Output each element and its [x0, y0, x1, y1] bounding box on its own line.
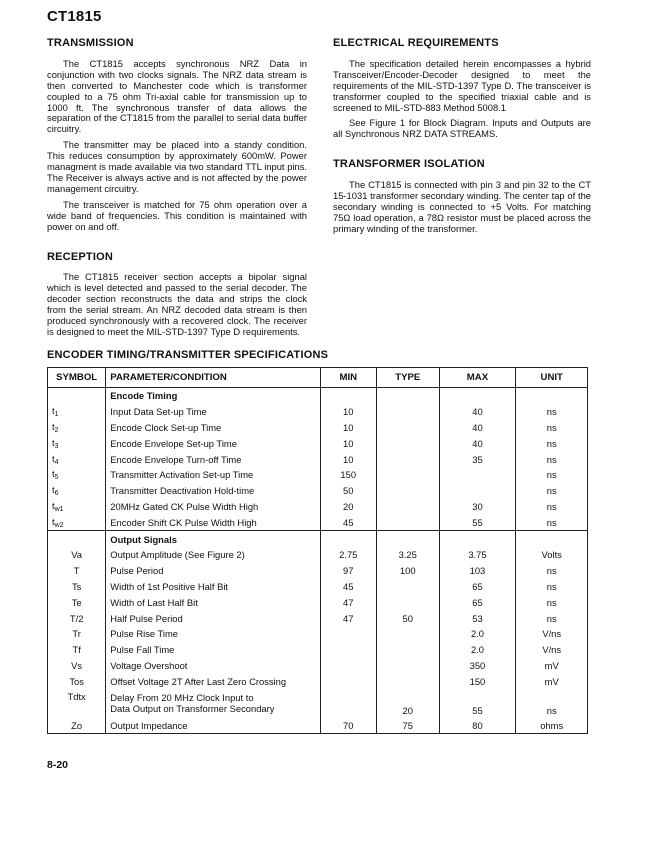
table-row — [48, 717, 588, 733]
min-cell — [320, 642, 376, 658]
table-row — [48, 594, 588, 610]
min-cell: 97 — [320, 563, 376, 579]
type-cell — [376, 483, 439, 499]
max-cell: 2.0 — [439, 626, 516, 642]
table-row — [48, 689, 588, 717]
symbol-cell: T/2 — [48, 610, 106, 626]
min-cell — [320, 658, 376, 674]
table-row — [48, 563, 588, 579]
parameter-cell: Encode Envelope Turn-off Time — [106, 451, 320, 467]
symbol-cell: T — [48, 563, 106, 579]
column-header-symbol: SYMBOL — [48, 368, 106, 388]
symbol-cell: $t_2$ — [48, 420, 106, 436]
min-cell: 10 — [320, 404, 376, 420]
type-cell — [376, 658, 439, 674]
table-row — [48, 547, 588, 563]
unit-cell: ns — [516, 404, 588, 420]
unit-cell: ns — [516, 514, 588, 530]
column-header-unit: UNIT — [516, 368, 588, 388]
type-cell: 50 — [376, 610, 439, 626]
table-row — [48, 451, 588, 467]
group-row-encode-timing — [48, 388, 588, 404]
parameter-cell: Half Pulse Period — [106, 610, 320, 626]
reception-heading: RECEPTION — [47, 250, 113, 263]
type-cell: 20 — [376, 689, 439, 717]
max-cell: 40 — [439, 435, 516, 451]
column-header-parameter: PARAMETER/CONDITION — [106, 368, 320, 388]
parameter-cell: Output Impedance — [106, 717, 320, 733]
table-row — [48, 658, 588, 674]
parameter-cell: Encode Clock Set-up Time — [106, 420, 320, 436]
unit-cell: ns — [516, 483, 588, 499]
symbol-cell: Tos — [48, 673, 106, 689]
parameter-cell: Transmitter Deactivation Hold-time — [106, 483, 320, 499]
max-cell: 55 — [439, 514, 516, 530]
min-cell: 50 — [320, 483, 376, 499]
symbol-cell: $t_3$ — [48, 435, 106, 451]
electrical-paragraph: See Figure 1 for Block Diagram. Inputs and Outputs are all Synchronous NRZ DATA STREAMS. — [333, 117, 591, 140]
type-cell: 75 — [376, 717, 439, 733]
unit-cell: ns — [516, 499, 588, 515]
type-cell — [376, 579, 439, 595]
transmission-paragraph: The transceiver is matched for 75 ohm operation over a wide band of frequencies. This condition is maintained with power on and off. — [47, 198, 307, 232]
min-cell: 45 — [320, 514, 376, 530]
parameter-cell: Delay From 20 MHz Clock Input to Data Output on Transformer Secondary — [106, 689, 320, 717]
symbol-cell: $t_6$ — [48, 483, 106, 499]
min-cell: 20 — [320, 499, 376, 515]
table-row — [48, 579, 588, 595]
max-cell — [439, 467, 516, 483]
parameter-cell: Pulse Period — [106, 563, 320, 579]
type-cell — [376, 514, 439, 530]
reception-paragraph: The CT1815 receiver section accepts a bipolar signal which is level detected and passed to the serial decoder. The decoder section reconstructs the data and strips the clock from the serial stream. An NRZ decoded data stream is then produced synchronously with a recovered clock. The receiver is designed to meet the MIL-STD-1397 Type D requirements. — [47, 271, 307, 337]
table-row — [48, 514, 588, 530]
unit-cell: ns — [516, 435, 588, 451]
symbol-cell: Tdtx — [48, 689, 106, 717]
type-cell: 100 — [376, 563, 439, 579]
transformer-isolation-section — [333, 159, 591, 234]
table-header-row — [48, 368, 588, 388]
parameter-cell: Encode Envelope Set-up Time — [106, 435, 320, 451]
transmission-heading: TRANSMISSION — [47, 37, 134, 49]
parameter-cell: Width of Last Half Bit — [106, 594, 320, 610]
unit-cell: V/ns — [516, 642, 588, 658]
table-row — [48, 435, 588, 451]
parameter-cell: Encoder Shift CK Pulse Width High — [106, 514, 320, 530]
table-row — [48, 499, 588, 515]
unit-cell: mV — [516, 673, 588, 689]
left-column — [47, 38, 307, 343]
type-cell — [376, 451, 439, 467]
group-label: Output Signals — [106, 531, 320, 547]
transmission-paragraph: The CT1815 accepts synchronous NRZ Data in conjunction with two clocks signals. The NRZ data stream is then converted to Manchester code which is transformer coupled to a 75 ohm Tri-axial cable for transmission up to 1000 ft. The synchronous transfer of data allows the separation of the CT1815 from the parallel to serial data buffer circuitry. — [47, 57, 307, 135]
max-cell: 40 — [439, 420, 516, 436]
parameter-cell: Offset Voltage 2T After Last Zero Crossing — [106, 673, 320, 689]
max-cell: 350 — [439, 658, 516, 674]
symbol-cell: Tr — [48, 626, 106, 642]
parameter-cell: Width of 1st Positive Half Bit — [106, 579, 320, 595]
parameter-cell: Input Data Set-up Time — [106, 404, 320, 420]
type-cell — [376, 467, 439, 483]
unit-cell: ns — [516, 420, 588, 436]
unit-cell: ns — [516, 451, 588, 467]
symbol-cell: Te — [48, 594, 106, 610]
symbol-cell: Zo — [48, 717, 106, 733]
group-label: Encode Timing — [106, 388, 320, 404]
min-cell: 2.75 — [320, 547, 376, 563]
type-cell — [376, 435, 439, 451]
max-cell: 53 — [439, 610, 516, 626]
min-cell — [320, 626, 376, 642]
max-cell: 80 — [439, 717, 516, 733]
min-cell: 47 — [320, 594, 376, 610]
transmission-paragraph: The transmitter may be placed into a standy condition. This reduces consumption by approximately 600mW. Power managment is made available via two standard TTL input pins. The Receiver is always active and is not affected by the power management circuitry. — [47, 139, 307, 194]
unit-cell: ns — [516, 610, 588, 626]
table-row — [48, 420, 588, 436]
page-header-part-number: CT1815 — [47, 8, 102, 25]
max-cell: 65 — [439, 579, 516, 595]
unit-cell: ns — [516, 579, 588, 595]
type-cell — [376, 404, 439, 420]
transformer-paragraph: The CT1815 is connected with pin 3 and pin 32 to the CT 15-1031 transformer secondary winding. The center tap of the secondary winding is connected to +5 Volts. For matching 75Ω load operation, a 78Ω resistor must be placed across the primary winding of the transformer. — [333, 179, 591, 234]
table-row — [48, 483, 588, 499]
min-cell: 10 — [320, 435, 376, 451]
parameter-cell: Output Amplitude (See Figure 2) — [106, 547, 320, 563]
symbol-cell: $t_1$ — [48, 404, 106, 420]
symbol-cell: $t_5$ — [48, 467, 106, 483]
unit-cell: ns — [516, 563, 588, 579]
reception-section — [47, 252, 307, 338]
unit-cell: V/ns — [516, 626, 588, 642]
unit-cell: ohms — [516, 717, 588, 733]
type-cell — [376, 626, 439, 642]
unit-cell: mV — [516, 658, 588, 674]
min-cell — [320, 673, 376, 689]
parameter-cell: Transmitter Activation Set-up Time — [106, 467, 320, 483]
type-cell — [376, 673, 439, 689]
table-row — [48, 610, 588, 626]
column-header-max: MAX — [439, 368, 516, 388]
table-row — [48, 467, 588, 483]
type-cell: 3.25 — [376, 547, 439, 563]
min-cell: 45 — [320, 579, 376, 595]
symbol-cell: Tf — [48, 642, 106, 658]
table-title: ENCODER TIMING/TRANSMITTER SPECIFICATIONS — [47, 349, 329, 361]
encoder-timing-spec-table — [47, 367, 588, 734]
table-row — [48, 404, 588, 420]
min-cell — [320, 689, 376, 717]
parameter-cell: Pulse Fall Time — [106, 642, 320, 658]
min-cell: 150 — [320, 467, 376, 483]
unit-cell: ns — [516, 689, 588, 717]
table-row — [48, 673, 588, 689]
group-row-output-signals — [48, 531, 588, 547]
max-cell: 150 — [439, 673, 516, 689]
column-header-min: MIN — [320, 368, 376, 388]
transformer-isolation-heading: TRANSFORMER ISOLATION — [333, 158, 485, 171]
parameter-cell: Pulse Rise Time — [106, 626, 320, 642]
symbol-cell: Va — [48, 547, 106, 563]
electrical-paragraph: The specification detailed herein encompasses a hybrid Transceiver/Encoder-Decoder designed to meet the requirements of the MIL-STD-1397 Type D. The transceiver is transformer coupled to the specified triaxial cable and is screened to MIL-STD-883 Method 5008.1 — [333, 57, 591, 113]
max-cell: 3.75 — [439, 547, 516, 563]
min-cell: 10 — [320, 451, 376, 467]
type-cell — [376, 594, 439, 610]
page-number: 8-20 — [47, 759, 69, 771]
max-cell: 2.0 — [439, 642, 516, 658]
unit-cell: Volts — [516, 547, 588, 563]
max-cell: 103 — [439, 563, 516, 579]
table-row — [48, 642, 588, 658]
column-header-type: TYPE — [376, 368, 439, 388]
symbol-cell: $t_4$ — [48, 451, 106, 467]
max-cell: 40 — [439, 404, 516, 420]
transmission-section — [47, 38, 307, 233]
unit-cell: ns — [516, 594, 588, 610]
max-cell — [439, 483, 516, 499]
min-cell: 10 — [320, 420, 376, 436]
symbol-cell: $t_{w2}$ — [48, 514, 106, 530]
table-row — [48, 626, 588, 642]
type-cell — [376, 642, 439, 658]
unit-cell: ns — [516, 467, 588, 483]
min-cell: 47 — [320, 610, 376, 626]
electrical-requirements-section — [333, 38, 591, 140]
type-cell — [376, 499, 439, 515]
symbol-cell: Ts — [48, 579, 106, 595]
max-cell: 55 — [439, 689, 516, 717]
right-column — [333, 38, 591, 240]
max-cell: 35 — [439, 451, 516, 467]
max-cell: 30 — [439, 499, 516, 515]
symbol-cell: Vs — [48, 658, 106, 674]
parameter-cell: 20MHz Gated CK Pulse Width High — [106, 499, 320, 515]
symbol-cell: $t_{w1}$ — [48, 499, 106, 515]
parameter-cell: Voltage Overshoot — [106, 658, 320, 674]
electrical-requirements-heading: ELECTRICAL REQUIREMENTS — [333, 37, 499, 49]
type-cell — [376, 420, 439, 436]
max-cell: 65 — [439, 594, 516, 610]
min-cell: 70 — [320, 717, 376, 733]
